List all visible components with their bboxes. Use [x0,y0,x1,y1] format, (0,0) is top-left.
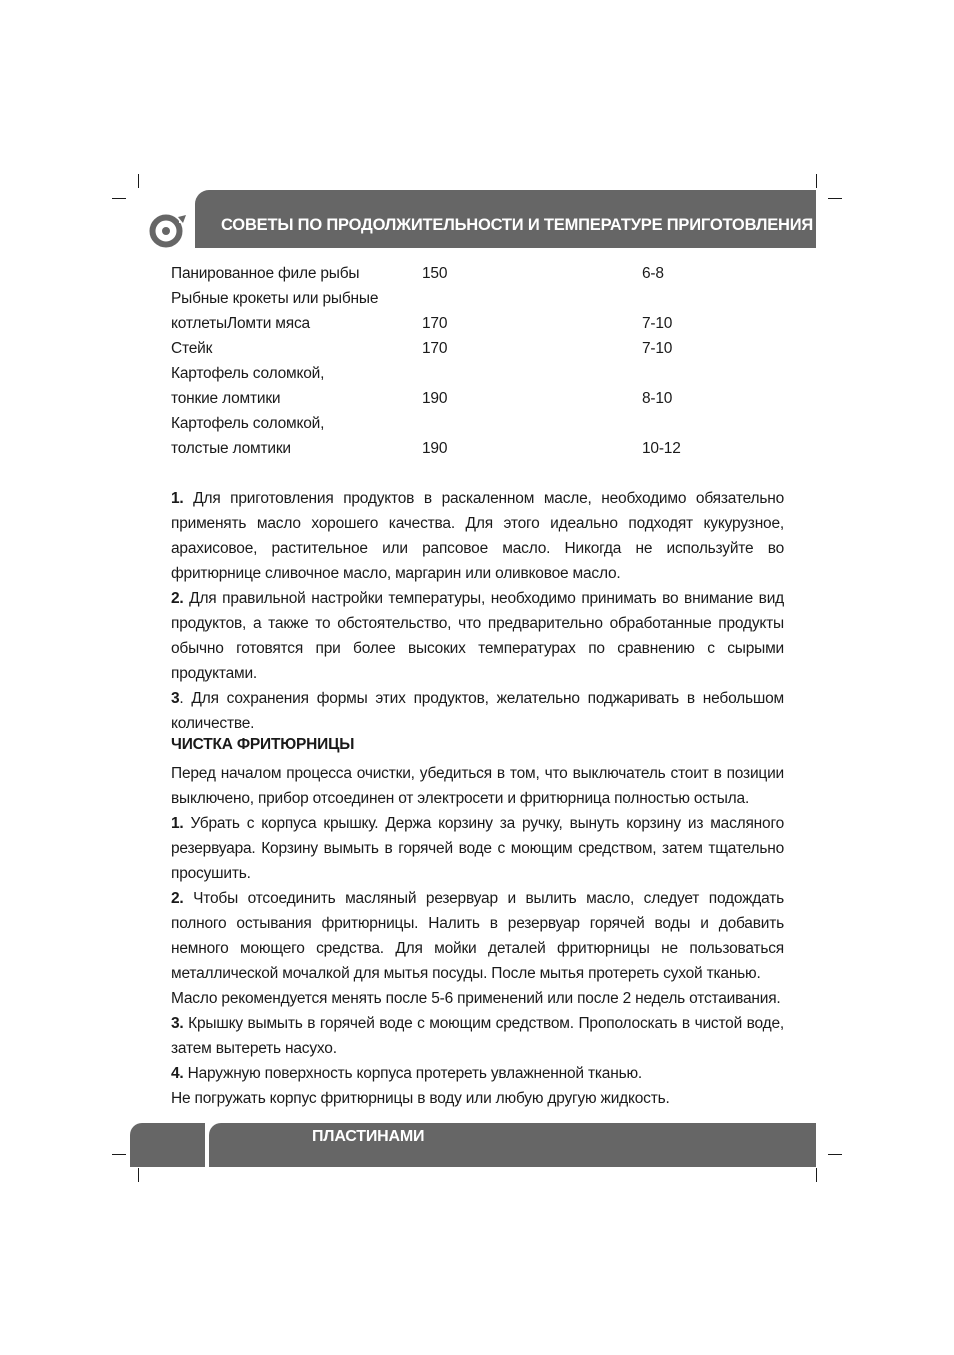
cleaning-step: 1. Убрать с корпуса крышку. Держа корзину за ручку, вынуть корзину из масляного резервуара. Корзину вымыть в горячей воде с моющим средством, затем тщательно просушить. [171,815,784,882]
temperature-cell: 190 [422,440,448,457]
cleaning-step: 4. Наружную поверхность корпуса протереть увлажненной тканью. [171,1065,642,1082]
cleaning-title: ЧИСТКА ФРИТЮРНИЦЫ [171,736,355,753]
crop-mark [828,1154,842,1155]
product-cell: Панированное филе рыбы [171,265,360,282]
cleaning-step: 3. Крышку вымыть в горячей воде с моющим средством. Прополоскать в чистой воде, затем вытереть насухо. [171,1015,784,1057]
crop-mark [112,1154,126,1155]
time-cell: 6-8 [642,265,664,282]
temperature-cell [422,361,642,386]
cleaning-block [171,761,784,1111]
table-row [171,436,771,461]
time-cell: 10-12 [642,440,681,457]
crop-mark [816,1168,817,1182]
table-row [171,386,771,411]
tip-item: 3. Для сохранения формы этих продуктов, желательно поджаривать в небольшом количестве. [171,690,784,732]
footer-page-tab [130,1123,205,1167]
table-row [171,261,771,286]
product-cell: котлетыЛомти мяса [171,315,310,332]
temperature-cell: 190 [422,390,448,407]
product-cell: Картофель соломкой, [171,365,325,382]
table-row [171,286,771,311]
temperature-cell [422,411,642,436]
table-row [171,411,771,436]
header-title: СОВЕТЫ ПО ПРОДОЛЖИТЕЛЬНОСТИ И ТЕМПЕРАТУРЕ ПРИГОТОВЛЕНИЯ [221,216,814,234]
crop-mark [138,1168,139,1182]
product-cell: тонкие ломтики [171,390,281,407]
table-row [171,311,771,336]
temperature-cell: 150 [422,265,448,282]
table-row [171,336,771,361]
tip-item: 1. Для приготовления продуктов в раскаленном масле, необходимо обязательно применять масло хорошего качества. Для этого идеально подходят кукурузное, арахисовое, растительное или рапсовое масло. Никогда не используйте во фритюрнице сливочное масло, маргарин или оливковое масло. [171,490,784,582]
temperature-cell: 170 [422,315,448,332]
brand-logo-icon [148,212,188,248]
tip-item: 2. Для правильной настройки температуры, необходимо принимать во внимание вид продуктов, а также то обстоятельство, что предварительно обработанные продукты обычно готовятся при более высоких температурах по сравнению с сырыми продуктами. [171,590,784,682]
time-cell [642,361,771,386]
table-row [171,361,771,386]
footer-title: ПЛАСТИНАМИ [312,1128,425,1145]
product-cell: толстые ломтики [171,440,291,457]
time-cell: 8-10 [642,390,673,407]
product-cell: Стейк [171,340,213,357]
cleaning-step: 2. Чтобы отсоединить масляный резервуар и вылить масло, следует подождать полного остывания фритюрницы. Налить в резервуар горячей воды и добавить немного моющего средства. Для мойки деталей фритюрницы не пользоваться металлической мочалкой для мытья посуды. После мытья протереть сухой тканью. [171,890,784,982]
cleaning-step: Масло рекомендуется менять после 5-6 применений или после 2 недель отстаивания. [171,990,781,1007]
crop-mark [828,198,842,199]
cleaning-intro: Перед началом процесса очистки, убедиться в том, что выключатель стоит в позиции выключено, прибор отсоединен от электросети и фритюрница полностью остыла. [171,765,784,807]
time-cell [642,286,771,311]
cleaning-step: Не погружать корпус фритюрницы в воду или любую другую жидкость. [171,1090,670,1107]
section-header [195,190,816,248]
cooking-table [171,261,771,461]
temperature-cell [422,286,642,311]
time-cell: 7-10 [642,340,673,357]
temperature-cell: 170 [422,340,448,357]
crop-mark [816,174,817,188]
time-cell [642,411,771,436]
product-cell: Картофель соломкой, [171,415,325,432]
crop-mark [138,174,139,188]
tips-block [171,486,784,736]
product-cell: Рыбные крокеты или рыбные [171,290,379,307]
crop-mark [112,198,126,199]
footer-bar [209,1123,816,1167]
time-cell: 7-10 [642,315,673,332]
